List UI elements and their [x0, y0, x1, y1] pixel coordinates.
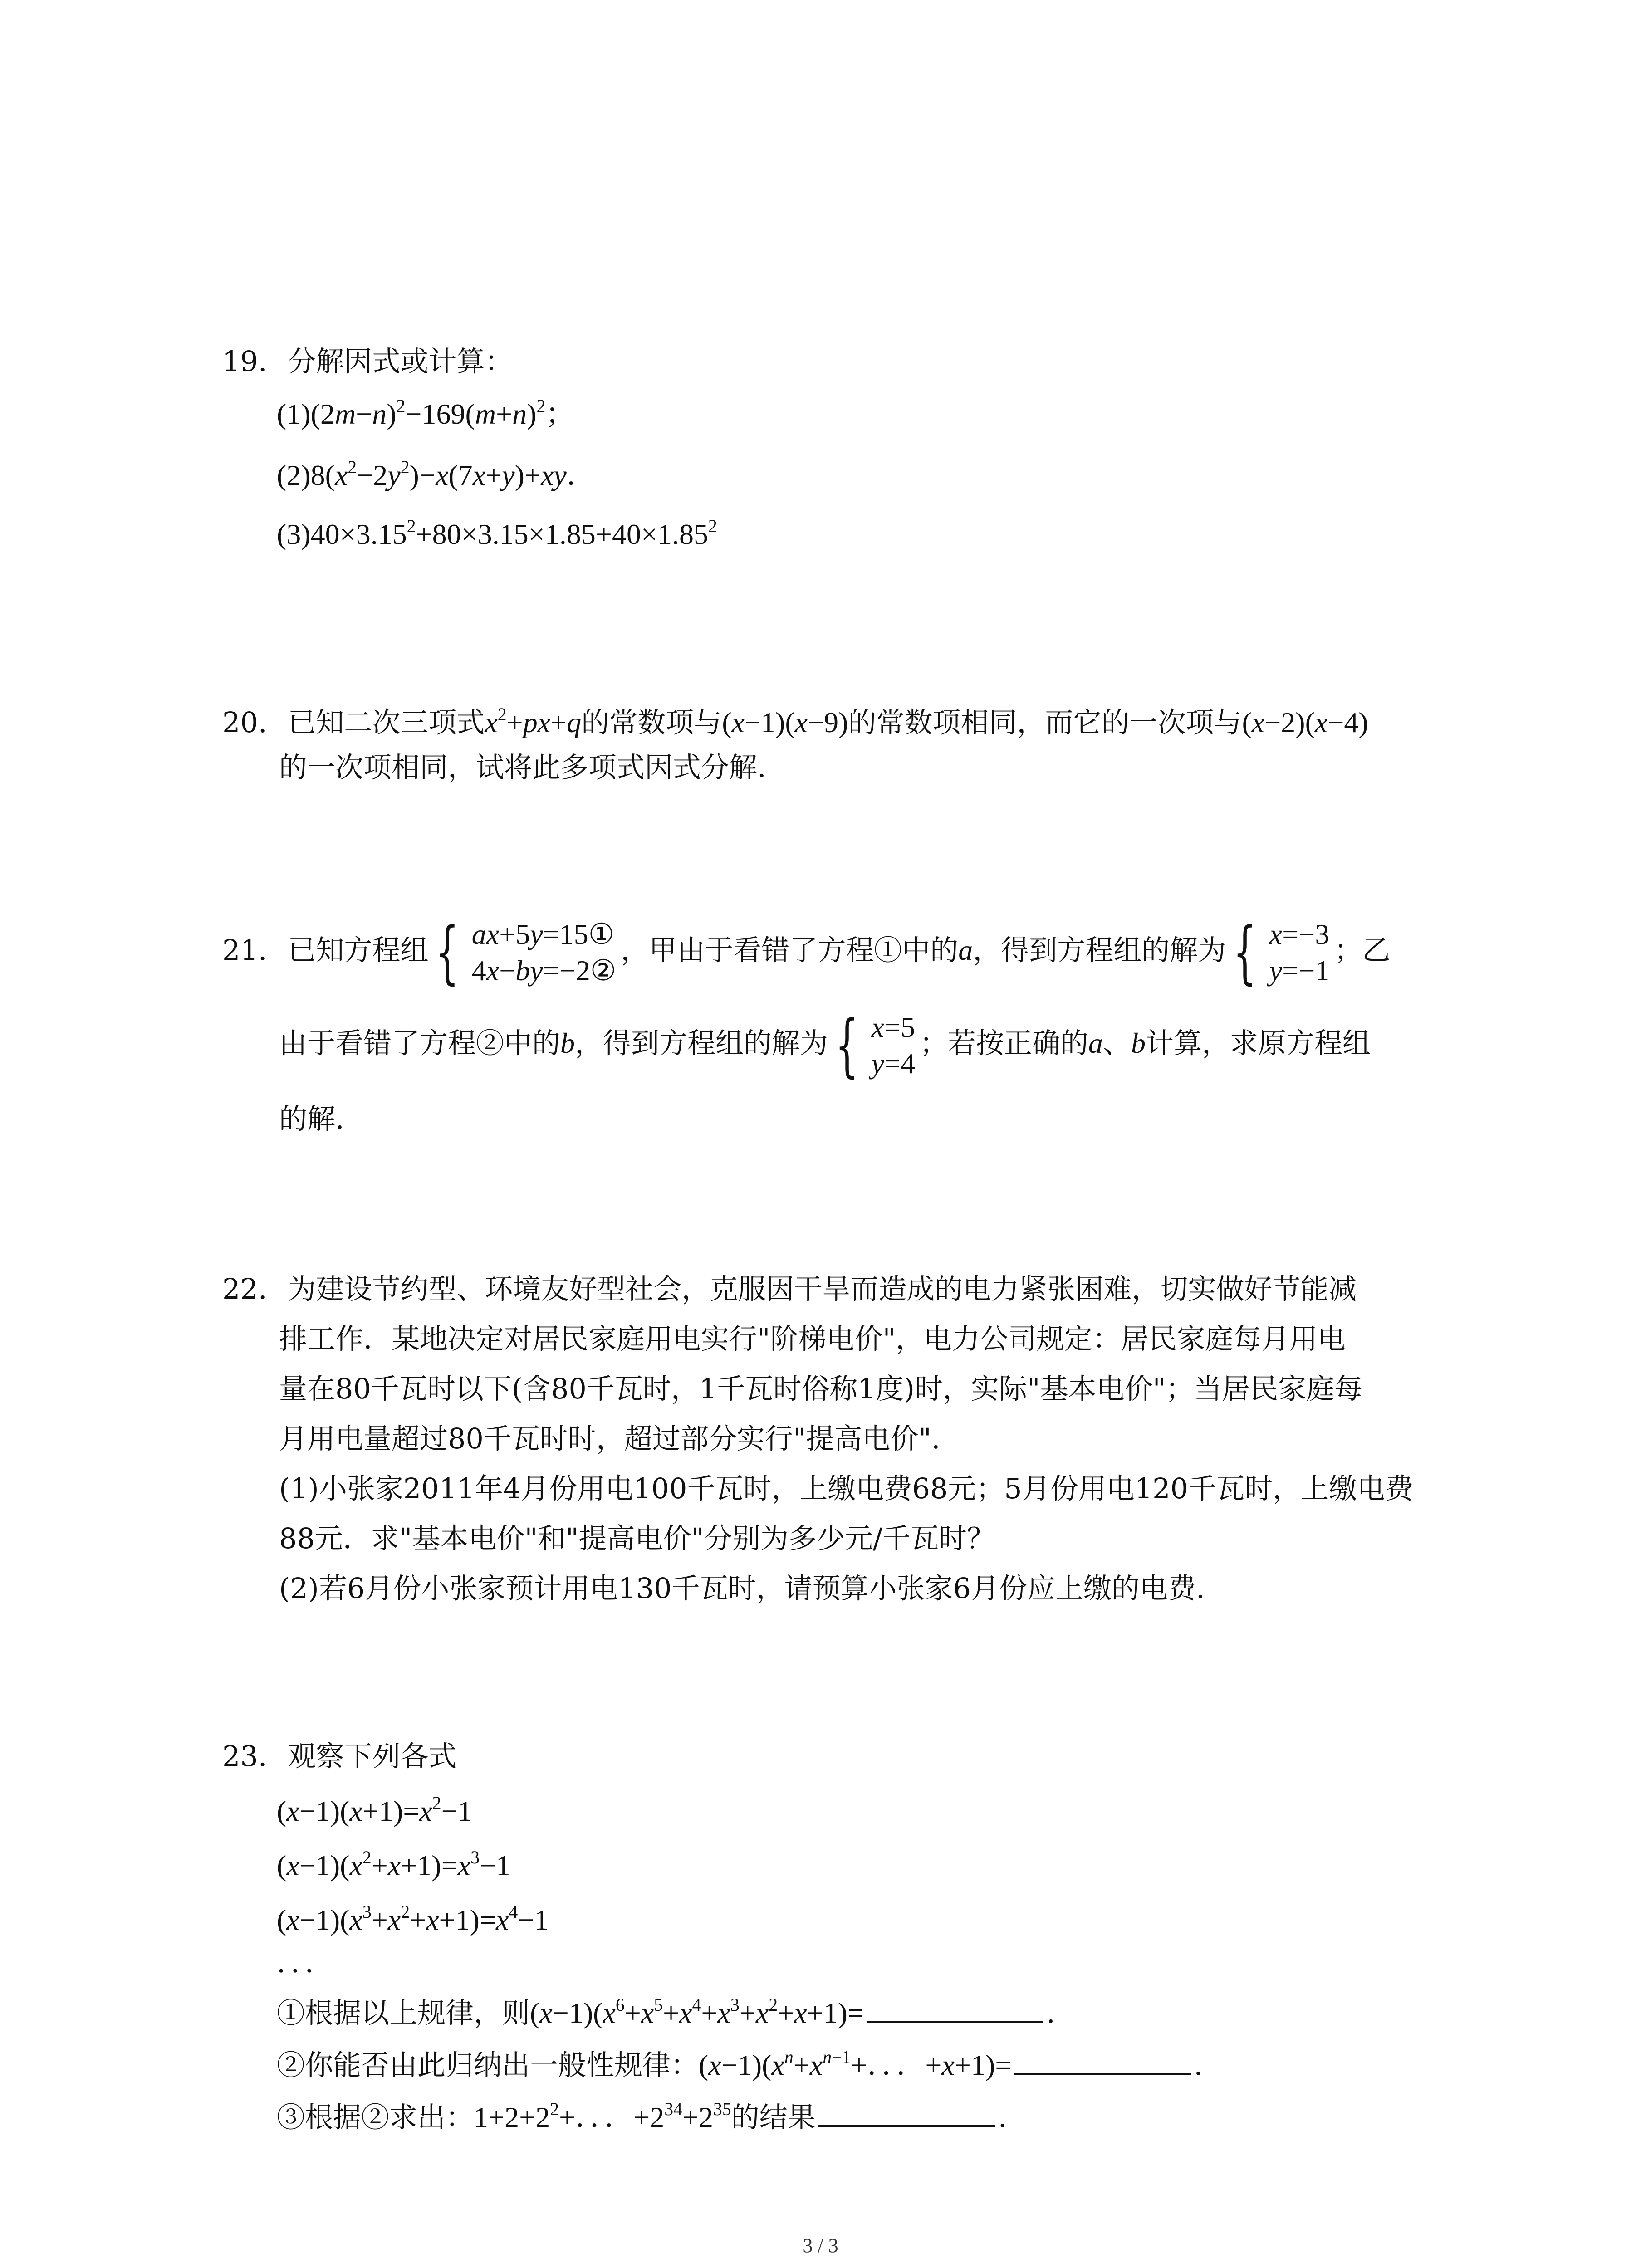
- q23-sub2: ②你能否由此归纳出一般性规律：$(x-1)(x^n+x^{n-1}+$．．．+x+1)= .: [277, 2047, 1203, 2082]
- q23-dots: ．．．: [277, 1946, 333, 1979]
- q22-line2: 排工作．某地决定对居民家庭用电实行"阶梯电价"，电力公司规定：居民家庭每月用电: [279, 1322, 1346, 1355]
- q22-number: 22.: [222, 1272, 267, 1305]
- q21-line2: 由于看错了方程②中的b，得到方程组的解为 { x=5 y=4 ；若按正确的a、b计算，求原方程组: [279, 1006, 1371, 1085]
- q19-number: 19.: [222, 345, 267, 378]
- q22-line4: 月用电量超过80千瓦时时，超过部分实行"提高电价".: [279, 1422, 941, 1455]
- q21-solution-2: x=5 y=4: [871, 1011, 915, 1080]
- q20-line1: 20. 已知二次三项式$x^2+px+q$的常数项与(x−1)(x−9)的常数项相同，而它的一次项与(x−2)(x−4): [222, 704, 1368, 739]
- answer-blank-2[interactable]: [1014, 2072, 1191, 2075]
- q22-line6: 88元．求"基本电价"和"提高电价"分别为多少元/千瓦时？: [279, 1522, 995, 1555]
- q21-line1: 21. 已知方程组 { ax+5y=15① 4x−by=−2② ，甲由于看错了方程①中的a，得到方程组的解为 { x=−3 y=−1 ；乙: [222, 913, 1391, 992]
- q21-solution-1: x=−3 y=−1: [1269, 918, 1330, 987]
- answer-blank-3[interactable]: [818, 2125, 995, 2127]
- q19-header: [222, 345, 513, 378]
- q23-eq2: $(x-1)(x^2+x+1)=x^3-1$: [277, 1848, 511, 1882]
- brace-icon: {: [835, 1006, 859, 1085]
- brace-icon: {: [1233, 913, 1257, 992]
- q20-number: 20.: [222, 706, 267, 739]
- q22-line7: (2)若6月份小张家预计用电130千瓦时，请预算小张家6月份应上缴的电费.: [279, 1572, 1205, 1605]
- answer-blank-1[interactable]: [867, 2020, 1043, 2023]
- q23-header: 23. 观察下列各式: [222, 1740, 457, 1773]
- q20-line2: 的一次项相同，试将此多项式因式分解.: [279, 751, 766, 784]
- q22-line1: 22. 为建设节约型、环境友好型社会，克服因干旱而造成的电力紧张困难，切实做好节能减: [222, 1272, 1357, 1305]
- q23-eq3: $(x-1)(x^3+x^2+x+1)=x^4-1$: [277, 1902, 549, 1936]
- q21-line3: 的解.: [279, 1102, 344, 1135]
- q19-part2: $(2)8(x^2-2y^2)-x(7x+y)+xy$．: [277, 457, 596, 491]
- brace-icon: {: [435, 913, 460, 992]
- q19-title: 分解因式或计算：: [288, 345, 513, 378]
- q22-line3: 量在80千瓦时以下(含80千瓦时，1千瓦时俗称1度)时，实际"基本电价"；当居民家庭每: [279, 1372, 1363, 1405]
- page-number: 3 / 3: [803, 2234, 838, 2257]
- q23-number: 23.: [222, 1740, 267, 1773]
- q19-part1: $(1)(2m-n)^2-169(m+n)^2$；: [277, 396, 575, 430]
- q21-number: 21.: [222, 934, 267, 967]
- q22-line5: (1)小张家2011年4月份用电100千瓦时，上缴电费68元；5月份用电120千瓦时，上缴电费: [279, 1472, 1414, 1505]
- q23-eq1: $(x-1)(x+1)=x^2-1$: [277, 1793, 472, 1827]
- q23-sub3: ③根据②求出：$1+2+2^2+$．．．$+2^{34}+2^{35}$的结果 .: [277, 2099, 1007, 2134]
- q21-system: ax+5y=15① 4x−by=−2②: [471, 918, 617, 987]
- q19-part3: $(3)40\times 3.15^2+80\times 3.15\times 1.85+40\times 1.85^2$: [277, 516, 717, 550]
- q23-sub1: ①根据以上规律，则$(x-1)(x^6+x^5+x^4+x^3+x^2+x+1)=$ .: [277, 1995, 1055, 2029]
